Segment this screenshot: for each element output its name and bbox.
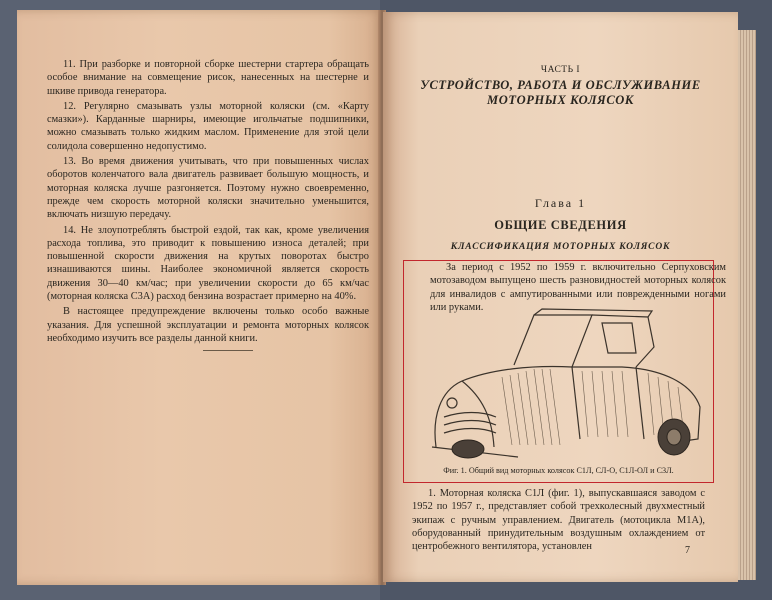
part-title: УСТРОЙСТВО, РАБОТА И ОБСЛУЖИВАНИЕ МОТОРНЫХ КОЛЯСОК: [420, 78, 701, 107]
paragraph-12: 12. Регулярно смазывать узлы моторной коляски (см. «Карту смазки»). Карданные шарниры, имеющие игольчатые подшипники, можно смазывать только жидким маслом. Применение для этой цели солидола совершенно недопустимо.: [47, 100, 369, 152]
paragraph-11: 11. При разборке и повторной сборке шестерни стартера обращать особое внимание на совмещение рисок, нанесенных на шестерне и шкиве привода генератора.: [47, 59, 369, 97]
page-edges: [738, 30, 756, 580]
left-page: [17, 10, 383, 585]
left-page-text: [47, 58, 369, 347]
section-divider: [203, 350, 253, 351]
section-title: КЛАССИФИКАЦИЯ МОТОРНЫХ КОЛЯСОК: [450, 242, 671, 252]
chapter-title: ОБЩИЕ СВЕДЕНИЯ: [494, 218, 627, 232]
page-number: 7: [685, 545, 690, 556]
body-paragraph-1: 1. Моторная коляска С1Л (фиг. 1), выпускавшаяся заводом с 1952 по 1957 г., представляет собой трехколесный двухместный экипаж с ручным управлением. Двигатель (мотоцикла М1А), оборудованный принудительным воздушным охлаждением от центробежного вентилятора, установлен: [412, 488, 705, 553]
chapter-number: Глава 1: [534, 196, 587, 210]
figure-caption: Фиг. 1. Общий вид моторных колясок С1Л, СЛ-О, С1Л-ОЛ и С3Л.: [443, 466, 674, 475]
paragraph-14: 14. Не злоупотреблять быстрой ездой, так как, кроме увеличения расхода топлива, это приводит к повышению износа деталей; при повышенной скорости движения на крутых поворотах быстро изнашиваются шины. Наиболее экономичной является скорость движения 30—40 км/час; при увеличении скорости до 65 км/час (моторная коляска С3А) расход бензина возрастает примерно на 40%.: [47, 224, 369, 303]
part-number: ЧАСТЬ I: [540, 65, 581, 75]
paragraph-conclusion: В настоящее предупреждение включены только особо важные указания. Для успешной эксплуатации и ремонта моторных колясок необходимо изучить все разделы данной книги.: [47, 306, 369, 344]
intro-paragraph: За период с 1952 по 1959 г. включительно Серпуховским мотозаводом выпущено шесть разновидностей моторных колясок для инвалидов с ампутированными или поврежденными ногами или руками.: [430, 262, 726, 313]
highlight-box: [403, 260, 726, 483]
paragraph-13: 13. Во время движения учитывать, что при повышенных числах оборотов коленчатого вала двигатель развивает большую мощность, и моторная коляска лучше разгоняется. Поэтому нужно своевременно, прежде чем скорость моторной коляски значительно уменьшится, включать низшую передачу.: [47, 156, 369, 221]
right-page: [383, 12, 738, 582]
motor-carriage-illustration: [422, 307, 712, 459]
